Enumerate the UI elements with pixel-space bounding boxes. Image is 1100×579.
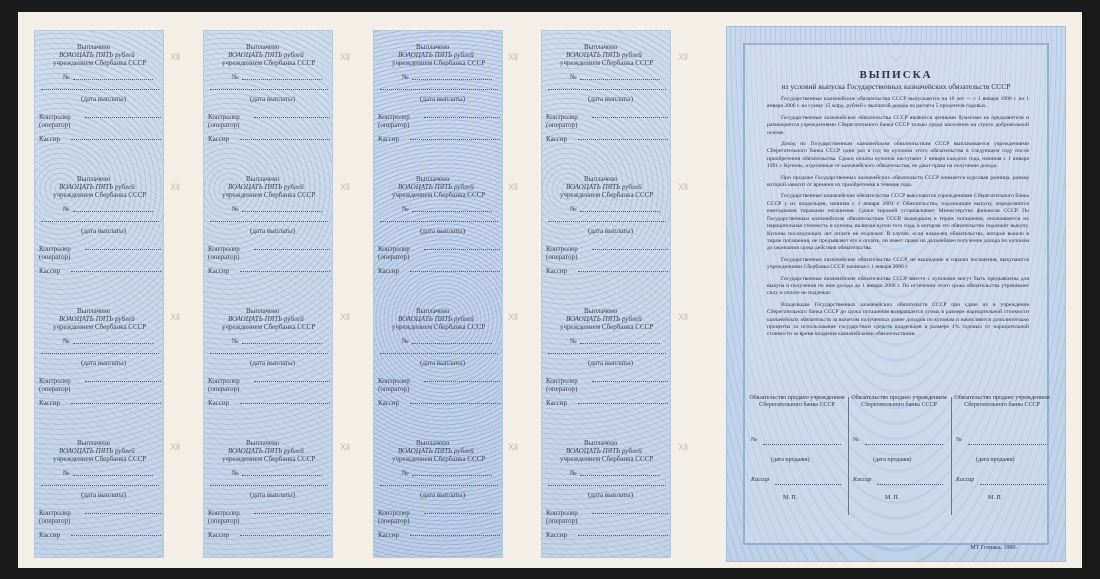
coupon-issuer: учреждением Сбербанка СССР bbox=[222, 323, 316, 331]
fill-line bbox=[412, 79, 492, 80]
sold-number-label: № bbox=[853, 437, 859, 443]
coupon-number-label: № bbox=[402, 337, 409, 345]
coupon-date-label: (дата выплаты) bbox=[250, 95, 296, 103]
fill-line bbox=[254, 249, 330, 250]
coupon-issuer: учреждением Сбербанка СССР bbox=[392, 455, 486, 463]
coupon-issuer: учреждением Сбербанка СССР bbox=[392, 59, 486, 67]
coupon-operator-label: (оператор) bbox=[208, 517, 240, 525]
coupon-column-2 bbox=[203, 30, 333, 558]
coupon-amount: ВОАОЦАТЬ ПЯТЬ рублей bbox=[398, 51, 474, 59]
coupon-number-label: № bbox=[570, 337, 577, 345]
coupon-number-label: № bbox=[63, 469, 70, 477]
coupon-issuer: учреждением Сбербанка СССР bbox=[560, 455, 654, 463]
coupon bbox=[35, 433, 164, 558]
coupon-issuer: учреждением Сбербанка СССР bbox=[392, 323, 486, 331]
perforation-mark: Ⅻ bbox=[170, 312, 181, 322]
coupon-amount: ВОАОЦАТЬ ПЯТЬ рублей bbox=[59, 315, 135, 323]
coupon bbox=[374, 433, 503, 558]
coupon-date-label: (дата выплаты) bbox=[420, 95, 466, 103]
fill-line bbox=[73, 475, 153, 476]
sold-divider bbox=[951, 397, 952, 515]
coupon bbox=[542, 169, 671, 301]
sold-heading: Обязательство продано учреждением Сберегательного банка СССР bbox=[749, 395, 845, 409]
sold-block-1 bbox=[749, 395, 845, 501]
cashier-line bbox=[877, 484, 943, 485]
coupon-operator-label: (оператор) bbox=[378, 121, 410, 129]
fill-line bbox=[592, 249, 668, 250]
fill-line bbox=[548, 485, 666, 486]
coupon-amount: ВОАОЦАТЬ ПЯТЬ рублей bbox=[398, 447, 474, 455]
cashier-line bbox=[775, 484, 841, 485]
fill-line bbox=[210, 353, 328, 354]
coupon-paid-label: Выплачено bbox=[584, 307, 618, 315]
coupon-operator-label: (оператор) bbox=[39, 385, 71, 393]
fill-line bbox=[41, 485, 159, 486]
coupon-paid-label: Выплачено bbox=[77, 43, 111, 51]
coupon-operator-label: (оператор) bbox=[208, 385, 240, 393]
coupon-operator-label: (оператор) bbox=[39, 253, 71, 261]
coupon-operator-label: (оператор) bbox=[546, 121, 578, 129]
coupon-operator-label: (оператор) bbox=[378, 385, 410, 393]
fill-line bbox=[424, 249, 500, 250]
perforation-mark: Ⅻ bbox=[508, 312, 519, 322]
fill-line bbox=[548, 353, 666, 354]
coupon-paid-label: Выплачено bbox=[246, 43, 280, 51]
coupon-paid-label: Выплачено bbox=[246, 439, 280, 447]
coupon-controller-label: Контролер bbox=[39, 245, 71, 253]
fill-line bbox=[424, 117, 500, 118]
coupon-date-label: (дата выплаты) bbox=[588, 95, 634, 103]
coupon-date-label: (дата выплаты) bbox=[588, 491, 634, 499]
coupon-cashier-label: Кассир bbox=[378, 135, 400, 143]
coupon-issuer: учреждением Сбербанка СССР bbox=[53, 191, 147, 199]
coupon-date-label: (дата выплаты) bbox=[420, 491, 466, 499]
coupon-amount: ВОАОЦАТЬ ПЯТЬ рублей bbox=[59, 51, 135, 59]
fill-line bbox=[85, 513, 161, 514]
perforation-mark: Ⅻ bbox=[170, 52, 181, 62]
coupon-number-label: № bbox=[570, 73, 577, 81]
coupon-cashier-label: Кассир bbox=[208, 135, 230, 143]
coupon-issuer: учреждением Сбербанка СССР bbox=[392, 191, 486, 199]
coupon-number-label: № bbox=[63, 205, 70, 213]
coupon-column-3 bbox=[373, 30, 503, 558]
coupon-amount: ВОАОЦАТЬ ПЯТЬ рублей bbox=[566, 447, 642, 455]
coupon-controller-label: Контролер bbox=[378, 245, 410, 253]
coupon bbox=[374, 37, 503, 169]
coupon-amount: ВОАОЦАТЬ ПЯТЬ рублей bbox=[398, 183, 474, 191]
coupon-column-1 bbox=[34, 30, 164, 558]
fill-line bbox=[254, 117, 330, 118]
fill-line bbox=[242, 475, 322, 476]
coupon-controller-label: Контролер bbox=[39, 509, 71, 517]
coupon-amount: ВОАОЦАТЬ ПЯТЬ рублей bbox=[228, 51, 304, 59]
coupon-operator-label: (оператор) bbox=[378, 253, 410, 261]
coupon-controller-label: Контролер bbox=[546, 113, 578, 121]
fill-line bbox=[85, 117, 161, 118]
coupon-operator-label: (оператор) bbox=[208, 121, 240, 129]
perforation-mark: Ⅻ bbox=[508, 442, 519, 452]
fill-line bbox=[254, 513, 330, 514]
coupon-controller-label: Контролер bbox=[208, 509, 240, 517]
coupon-controller-label: Контролер bbox=[39, 113, 71, 121]
sold-date-label: (дата продажи) bbox=[873, 457, 912, 463]
sold-cashier: Кассир bbox=[751, 477, 770, 483]
fill-line bbox=[41, 89, 159, 90]
perforation-mark: Ⅻ bbox=[678, 52, 689, 62]
coupon-cashier-label: Кассир bbox=[39, 399, 61, 407]
coupon-controller-label: Контролер bbox=[39, 377, 71, 385]
coupon bbox=[204, 433, 333, 558]
coupon-cashier-label: Кассир bbox=[378, 531, 400, 539]
coupon-cashier-label: Кассир bbox=[546, 531, 568, 539]
coupon-paid-label: Выплачено bbox=[416, 43, 450, 51]
sold-heading: Обязательство продано учреждением Сберегательного банка СССР bbox=[954, 395, 1050, 409]
sold-cashier: Кассир bbox=[956, 477, 975, 483]
fill-line bbox=[410, 139, 500, 140]
fill-line bbox=[578, 271, 668, 272]
number-line bbox=[763, 444, 841, 445]
coupon-amount: ВОАОЦАТЬ ПЯТЬ рублей bbox=[566, 315, 642, 323]
coupon-number-label: № bbox=[63, 73, 70, 81]
coupon-amount: ВОАОЦАТЬ ПЯТЬ рублей bbox=[228, 183, 304, 191]
coupon-operator-label: (оператор) bbox=[208, 253, 240, 261]
coupon-operator-label: (оператор) bbox=[378, 517, 410, 525]
fill-line bbox=[410, 535, 500, 536]
fill-line bbox=[592, 513, 668, 514]
sold-cashier: Кассир bbox=[853, 477, 872, 483]
coupon bbox=[374, 169, 503, 301]
coupon-number-label: № bbox=[570, 205, 577, 213]
bond-sheet bbox=[18, 12, 1082, 568]
fill-line bbox=[71, 139, 161, 140]
coupon-paid-label: Выплачено bbox=[246, 175, 280, 183]
fill-line bbox=[71, 535, 161, 536]
coupon-date-label: (дата выплаты) bbox=[250, 227, 296, 235]
perforation-mark: Ⅻ bbox=[170, 442, 181, 452]
coupon-operator-label: (оператор) bbox=[39, 517, 71, 525]
coupon-amount: ВОАОЦАТЬ ПЯТЬ рублей bbox=[398, 315, 474, 323]
printer-imprint: МТ Гознака. 1990. bbox=[970, 545, 1017, 551]
perforation-mark: Ⅻ bbox=[340, 182, 351, 192]
coupon-number-label: № bbox=[402, 469, 409, 477]
coupon-issuer: учреждением Сбербанка СССР bbox=[222, 59, 316, 67]
coupon-number-label: № bbox=[232, 205, 239, 213]
coupon bbox=[35, 169, 164, 301]
fill-line bbox=[242, 211, 322, 212]
coupon-paid-label: Выплачено bbox=[584, 175, 618, 183]
fill-line bbox=[580, 211, 660, 212]
perforation-mark: Ⅻ bbox=[508, 182, 519, 192]
coupon-amount: ВОАОЦАТЬ ПЯТЬ рублей bbox=[59, 447, 135, 455]
sold-divider bbox=[848, 397, 849, 515]
perforation-mark: Ⅻ bbox=[678, 442, 689, 452]
coupon bbox=[204, 37, 333, 169]
cashier-line bbox=[980, 484, 1046, 485]
coupon-paid-label: Выплачено bbox=[246, 307, 280, 315]
extract-panel bbox=[726, 26, 1066, 562]
fill-line bbox=[424, 513, 500, 514]
fill-line bbox=[548, 89, 666, 90]
coupon-number-label: № bbox=[232, 469, 239, 477]
coupon-operator-label: (оператор) bbox=[546, 253, 578, 261]
coupon-paid-label: Выплачено bbox=[584, 439, 618, 447]
fill-line bbox=[210, 485, 328, 486]
coupon-controller-label: Контролер bbox=[378, 509, 410, 517]
fill-line bbox=[424, 381, 500, 382]
fill-line bbox=[578, 403, 668, 404]
paragraph: Государственные казначейские обязательства СССР являются ценными бумагами на предъявителя и размещаются учреждениями Сберегательного банка СССР только среди населения на строго добровольной основе. bbox=[767, 114, 1029, 136]
coupon-date-label: (дата выплаты) bbox=[250, 359, 296, 367]
coupon bbox=[204, 301, 333, 433]
coupon-number-label: № bbox=[570, 469, 577, 477]
sold-heading: Обязательство продано учреждением Сберегательного банка СССР bbox=[851, 395, 947, 409]
fill-line bbox=[380, 353, 498, 354]
coupon-amount: ВОАОЦАТЬ ПЯТЬ рублей bbox=[228, 447, 304, 455]
coupon bbox=[35, 37, 164, 169]
number-line bbox=[865, 444, 943, 445]
coupon-paid-label: Выплачено bbox=[416, 439, 450, 447]
paragraph: Государственные казначейские обязательства СССР выкупаются учреждениями Сберегательного банка СССР у их владельцев, начиная с 1 января 2001 г. Обязательства, подлежащие выкупу, определяются ежегодными тиражами погашения. Сроки тиражей устанавливает Министерство финансов СССР. По Государственным казначейским обязательствам СССР, вышедшим в тираж погашения, оплачиваются их нарицательная стоимость и купоны, включая купон того года, в котором это обязательство подлежит выкупу. Купоны последующих лет оплате не подлежат. В случае, если владелец обязательства, которое вышло в тираж погашения, не предъявляет его к оплате, он имеет право на дальнейшее получение дохода по купонам до окончания срока действия обязательства. bbox=[767, 193, 1029, 252]
paragraph: Владельцам Государственных казначейских обязательств СССР при сдаче их в учреждения Сберегательного банка СССР до срока погашения возвращается сумма в размере нарицательной стоимости казначейских обязательств за вычетом полученных ранее доходов по купонам и начисляются дополнительно проценты за использование государством средств владельцев в размере 1% годовых от нарицательной стоимости за время владения казначейскими обязательствами. bbox=[767, 301, 1029, 338]
fill-line bbox=[240, 139, 330, 140]
coupon-issuer: учреждением Сбербанка СССР bbox=[560, 59, 654, 67]
coupon-issuer: учреждением Сбербанка СССР bbox=[53, 59, 147, 67]
fill-line bbox=[41, 353, 159, 354]
coupon-date-label: (дата выплаты) bbox=[420, 227, 466, 235]
coupon bbox=[374, 301, 503, 433]
coupon-paid-label: Выплачено bbox=[416, 175, 450, 183]
coupon-operator-label: (оператор) bbox=[39, 121, 71, 129]
coupon-controller-label: Контролер bbox=[546, 377, 578, 385]
coupon-date-label: (дата выплаты) bbox=[81, 227, 127, 235]
coupon-column-4 bbox=[541, 30, 671, 558]
coupon-controller-label: Контролер bbox=[208, 245, 240, 253]
paragraph: Доход по Государственным казначейским обязательствам СССР выплачивается учреждениями Сберегательного банка СССР один раз в год по купонам этого обязательства в следующем году после приобретения обязательства. Сроки оплаты купонов наступают 1 января каждого года, начиная с 1 января 1991 г. Купоны, отделенные от казначейского обязательства, не дают права на получение дохода. bbox=[767, 141, 1029, 170]
coupon-cashier-label: Кассир bbox=[208, 267, 230, 275]
coupon-cashier-label: Кассир bbox=[546, 399, 568, 407]
perforation-mark: Ⅻ bbox=[170, 182, 181, 192]
fill-line bbox=[240, 403, 330, 404]
sold-block-3 bbox=[954, 395, 1050, 501]
sold-date-label: (дата продажи) bbox=[976, 457, 1015, 463]
coupon-operator-label: (оператор) bbox=[546, 517, 578, 525]
fill-line bbox=[412, 343, 492, 344]
sold-number-label: № bbox=[956, 437, 962, 443]
coupon-cashier-label: Кассир bbox=[546, 267, 568, 275]
coupon-number-label: № bbox=[232, 337, 239, 345]
perforation-mark: Ⅻ bbox=[508, 52, 519, 62]
fill-line bbox=[85, 381, 161, 382]
fill-line bbox=[548, 221, 666, 222]
coupon-number-label: № bbox=[402, 73, 409, 81]
coupon bbox=[35, 301, 164, 433]
coupon-controller-label: Контролер bbox=[546, 245, 578, 253]
coupon bbox=[542, 37, 671, 169]
coupon-date-label: (дата выплаты) bbox=[81, 95, 127, 103]
coupon-number-label: № bbox=[232, 73, 239, 81]
coupon-amount: ВОАОЦАТЬ ПЯТЬ рублей bbox=[228, 315, 304, 323]
coupon-controller-label: Контролер bbox=[208, 377, 240, 385]
coupon bbox=[542, 433, 671, 558]
coupon bbox=[204, 169, 333, 301]
fill-line bbox=[73, 79, 153, 80]
perforation-mark: Ⅻ bbox=[340, 312, 351, 322]
fill-line bbox=[580, 475, 660, 476]
perforation-mark: Ⅻ bbox=[340, 52, 351, 62]
coupon-paid-label: Выплачено bbox=[584, 43, 618, 51]
number-line bbox=[968, 444, 1046, 445]
coupon-issuer: учреждением Сбербанка СССР bbox=[222, 455, 316, 463]
fill-line bbox=[380, 221, 498, 222]
perforation-mark: Ⅻ bbox=[340, 442, 351, 452]
fill-line bbox=[240, 535, 330, 536]
fill-line bbox=[254, 381, 330, 382]
extract-paragraphs bbox=[767, 96, 1029, 343]
fill-line bbox=[240, 271, 330, 272]
coupon-date-label: (дата выплаты) bbox=[588, 359, 634, 367]
coupon-amount: ВОАОЦАТЬ ПЯТЬ рублей bbox=[59, 183, 135, 191]
fill-line bbox=[592, 117, 668, 118]
coupon-cashier-label: Кассир bbox=[39, 267, 61, 275]
sold-seal: М. П. bbox=[885, 495, 900, 501]
sold-date-label: (дата продажи) bbox=[771, 457, 810, 463]
sold-seal: М. П. bbox=[988, 495, 1003, 501]
coupon-cashier-label: Кассир bbox=[546, 135, 568, 143]
paragraph: Государственные казначейские обязательства СССР, не вышедшие в тиражи погашения, выкупаются учреждениями Сбербанка СССР, начиная с 1 января 2006 г. bbox=[767, 256, 1029, 271]
coupon-issuer: учреждением Сбербанка СССР bbox=[560, 323, 654, 331]
coupon-date-label: (дата выплаты) bbox=[81, 359, 127, 367]
paragraph: При продаже Государственных казначейских обязательств СССР взимается курсовая разница, размер которой зависит от времени их приобретения в течение года. bbox=[767, 174, 1029, 189]
coupon-paid-label: Выплачено bbox=[77, 175, 111, 183]
coupon-amount: ВОАОЦАТЬ ПЯТЬ рублей bbox=[566, 183, 642, 191]
fill-line bbox=[580, 343, 660, 344]
coupon-cashier-label: Кассир bbox=[378, 399, 400, 407]
extract-subtitle: из условий выпуска Государственных казначейских обязательств СССР bbox=[781, 82, 1011, 91]
coupon-controller-label: Контролер bbox=[208, 113, 240, 121]
fill-line bbox=[242, 343, 322, 344]
fill-line bbox=[410, 403, 500, 404]
coupon-date-label: (дата выплаты) bbox=[420, 359, 466, 367]
perforation-mark: Ⅻ bbox=[678, 312, 689, 322]
coupon-date-label: (дата выплаты) bbox=[588, 227, 634, 235]
coupon-issuer: учреждением Сбербанка СССР bbox=[222, 191, 316, 199]
fill-line bbox=[73, 211, 153, 212]
coupon-cashier-label: Кассир bbox=[39, 135, 61, 143]
coupon-date-label: (дата выплаты) bbox=[250, 491, 296, 499]
coupon-cashier-label: Кассир bbox=[208, 531, 230, 539]
coupon-date-label: (дата выплаты) bbox=[81, 491, 127, 499]
fill-line bbox=[580, 79, 660, 80]
extract-title: ВЫПИСКА bbox=[859, 69, 933, 81]
coupon-paid-label: Выплачено bbox=[77, 307, 111, 315]
coupon-cashier-label: Кассир bbox=[208, 399, 230, 407]
coupon-controller-label: Контролер bbox=[378, 113, 410, 121]
coupon bbox=[542, 301, 671, 433]
fill-line bbox=[210, 89, 328, 90]
fill-line bbox=[71, 271, 161, 272]
perforation-mark: Ⅻ bbox=[678, 182, 689, 192]
coupon-cashier-label: Кассир bbox=[378, 267, 400, 275]
fill-line bbox=[210, 221, 328, 222]
coupon-operator-label: (оператор) bbox=[546, 385, 578, 393]
coupon-issuer: учреждением Сбербанка СССР bbox=[53, 455, 147, 463]
fill-line bbox=[71, 403, 161, 404]
fill-line bbox=[578, 535, 668, 536]
coupon-issuer: учреждением Сбербанка СССР bbox=[560, 191, 654, 199]
fill-line bbox=[380, 89, 498, 90]
coupon-paid-label: Выплачено bbox=[416, 307, 450, 315]
fill-line bbox=[410, 271, 500, 272]
fill-line bbox=[85, 249, 161, 250]
fill-line bbox=[41, 221, 159, 222]
sold-number-label: № bbox=[751, 437, 757, 443]
coupon-number-label: № bbox=[402, 205, 409, 213]
fill-line bbox=[73, 343, 153, 344]
fill-line bbox=[412, 475, 492, 476]
coupon-number-label: № bbox=[63, 337, 70, 345]
coupon-controller-label: Контролер bbox=[378, 377, 410, 385]
fill-line bbox=[412, 211, 492, 212]
fill-line bbox=[592, 381, 668, 382]
paragraph: Государственные казначейские обязательства СССР выпускаются на 16 лет — с 1 января 1990 г. по 1 января 2006 г. на сумму 15 млрд. рублей с выплатой дохода из расчета 5 процентов годовых. bbox=[767, 96, 1029, 110]
sold-seal: М. П. bbox=[783, 495, 798, 501]
paragraph: Государственные казначейские обязательства СССР вместе с купонами могут быть предъявлены для выкупа и получения по ним дохода до 1 января 2008 г. По истечении этого срока обязательства утрачивают силу и оплате не подлежат. bbox=[767, 275, 1029, 297]
fill-line bbox=[242, 79, 322, 80]
coupon-issuer: учреждением Сбербанка СССР bbox=[53, 323, 147, 331]
coupon-amount: ВОАОЦАТЬ ПЯТЬ рублей bbox=[566, 51, 642, 59]
coupon-cashier-label: Кассир bbox=[39, 531, 61, 539]
fill-line bbox=[578, 139, 668, 140]
fill-line bbox=[380, 485, 498, 486]
sold-block-2 bbox=[851, 395, 947, 501]
coupon-controller-label: Контролер bbox=[546, 509, 578, 517]
coupon-paid-label: Выплачено bbox=[77, 439, 111, 447]
